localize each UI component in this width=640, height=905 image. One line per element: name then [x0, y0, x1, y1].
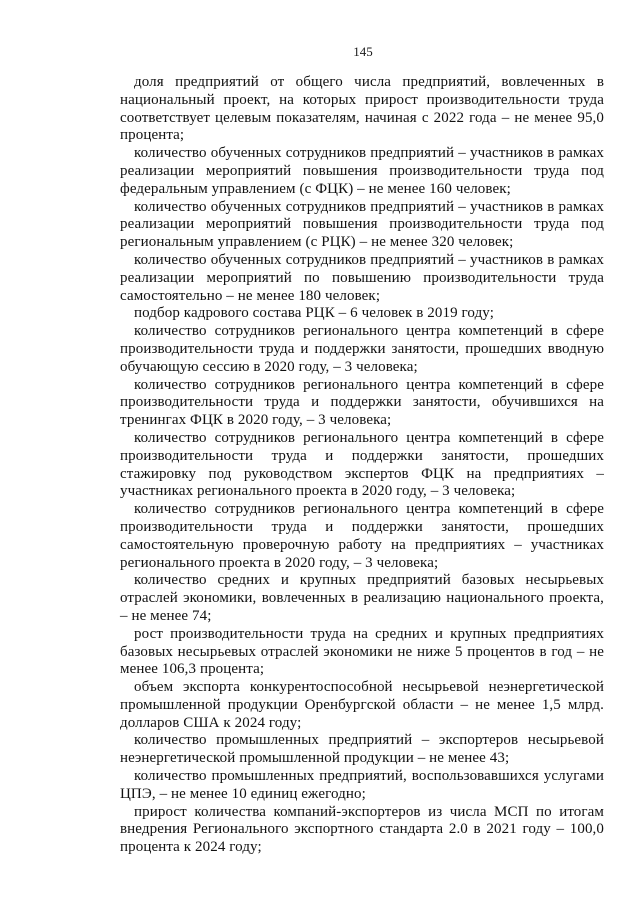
document-body — [120, 74, 604, 857]
paragraph-trained-employees-fck: количество обученных сотрудников предприятий – участников в рамках реализации мероприятий повышения производительности труда под федеральным управлением (с ФЦК) – не менее 160 человек; — [120, 145, 604, 197]
paragraph-fck-trainings: количество сотрудников регионального центра компетенций в сфере производительности труда и поддержки занятости, обучившихся на тренингах ФЦК в 2020 году, – 3 человека; — [120, 376, 604, 429]
paragraph-internship: количество сотрудников регионального центра компетенций в сфере производительности труда и поддержки занятости, прошедших стажировку под руководством экспертов ФЦК на предприятиях – участниках регионального проекта в 2020 году, – 3 человека; — [120, 429, 604, 500]
paragraph-trained-employees-rck: количество обученных сотрудников предприятий – участников в рамках реализации мероприятий повышения производительности труда под региональным управлением (с РЦК) – не менее 320 человек; — [120, 198, 604, 251]
paragraph-enterprises-count: количество средних и крупных предприятий базовых несырьевых отраслей экономики, вовлеченных в реализацию национального проекта, – не менее 74; — [120, 572, 604, 624]
paragraph-rck-staffing: подбор кадрового состава РЦК – 6 человек в 2019 году; — [134, 305, 494, 322]
paragraph-trained-employees-self: количество обученных сотрудников предприятий – участников в рамках реализации мероприятий по повышению производительности труда самостоятельно – не менее 180 человек; — [120, 251, 604, 304]
page-number: 145 — [353, 44, 373, 59]
paragraph-export-volume: объем экспорта конкурентоспособной несырьевой неэнергетической промышленной продукции Оренбургской области – не менее 1,5 млрд. долларов США к 2024 году; — [120, 679, 604, 731]
paragraph-exporters-count: количество промышленных предприятий – экспортеров несырьевой неэнергетической промышленной продукции – не менее 43; — [120, 732, 604, 767]
paragraph-cpe-services: количество промышленных предприятий, воспользовавшихся услугами ЦПЭ, – не менее 10 единиц ежегодно; — [120, 768, 604, 802]
paragraph-labor-productivity-share: доля предприятий от общего числа предприятий, вовлеченных в национальный проект, на которых прирост производительности труда соответствует целевым показателям, начиная с 2022 года – не менее 95,0 процента; — [120, 74, 604, 144]
paragraph-intro-session: количество сотрудников регионального центра компетенций в сфере производительности труда и поддержки занятости, прошедших вводную обучающую сессию в 2020 году, – 3 человека; — [120, 323, 604, 375]
paragraph-productivity-growth: рост производительности труда на средних и крупных предприятиях базовых несырьевых отраслей экономики не ниже 5 процентов в год – не менее 106,3 процента; — [120, 625, 604, 678]
paragraph-verification-work: количество сотрудников регионального центра компетенций в сфере производительности труда и поддержки занятости, прошедших самостоятельную проверочную работу на предприятиях – участниках регионального проекта в 2020 году, – 3 человека; — [120, 501, 604, 571]
paragraph-msp-exporters-growth: прирост количества компаний-экспортеров из числа МСП по итогам внедрения Регионального экспортного стандарта 2.0 в 2021 году – 100,0 процента к 2024 году; — [120, 803, 604, 856]
